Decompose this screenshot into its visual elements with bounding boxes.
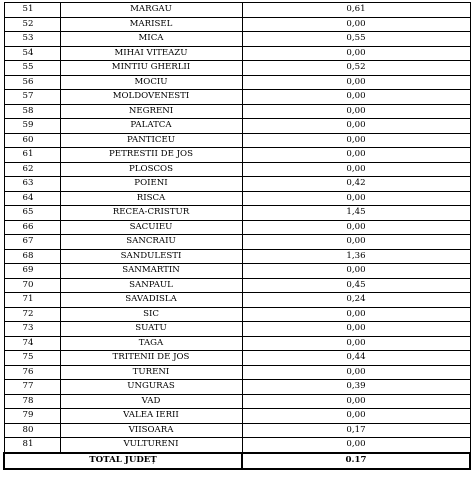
row-value: 0,00: [242, 307, 470, 322]
table-row: [4, 32, 470, 47]
locality-name: VULTURENI: [60, 438, 242, 453]
row-value: 0,00: [242, 438, 470, 453]
table-row: [4, 148, 470, 163]
locality-name: PANTICEU: [60, 133, 242, 148]
table-row: [4, 162, 470, 177]
table-row: [4, 235, 470, 250]
locality-name: PETRESTII DE JOS: [60, 148, 242, 163]
table-body: [4, 3, 470, 453]
row-number: 70: [4, 278, 60, 293]
table-row: [4, 409, 470, 424]
total-row: [4, 453, 470, 469]
row-number: 64: [4, 191, 60, 206]
locality-name: RECEA-CRISTUR: [60, 206, 242, 221]
locality-name: RISCA: [60, 191, 242, 206]
table-row: [4, 61, 470, 76]
row-value: 0,39: [242, 380, 470, 395]
table-row: [4, 438, 470, 453]
table-row: [4, 336, 470, 351]
row-number: 71: [4, 293, 60, 308]
row-value: 0,00: [242, 75, 470, 90]
row-number: 67: [4, 235, 60, 250]
row-number: 57: [4, 90, 60, 105]
table-row: [4, 351, 470, 366]
locality-name: PLOSCOS: [60, 162, 242, 177]
table-row: [4, 394, 470, 409]
locality-name: VAD: [60, 394, 242, 409]
row-number: 81: [4, 438, 60, 453]
locality-name: MARGAU: [60, 3, 242, 18]
row-value: 0,00: [242, 119, 470, 134]
locality-name: UNGURAS: [60, 380, 242, 395]
locality-name: SAVADISLA: [60, 293, 242, 308]
row-value: 0,00: [242, 148, 470, 163]
row-value: 0,24: [242, 293, 470, 308]
row-number: 59: [4, 119, 60, 134]
row-number: 53: [4, 32, 60, 47]
table-row: [4, 119, 470, 134]
row-value: 0,42: [242, 177, 470, 192]
row-number: 66: [4, 220, 60, 235]
row-number: 76: [4, 365, 60, 380]
row-number: 73: [4, 322, 60, 337]
locality-name: PALATCA: [60, 119, 242, 134]
data-table: [3, 2, 471, 470]
locality-name: TRITENII DE JOS: [60, 351, 242, 366]
locality-name: TURENI: [60, 365, 242, 380]
table-row: [4, 220, 470, 235]
table-row: [4, 90, 470, 105]
table-row: [4, 293, 470, 308]
locality-name: POIENI: [60, 177, 242, 192]
data-table-container: [3, 2, 469, 470]
table-row: [4, 380, 470, 395]
row-value: 0,00: [242, 104, 470, 119]
row-number: 80: [4, 423, 60, 438]
table-row: [4, 249, 470, 264]
row-number: 74: [4, 336, 60, 351]
locality-name: SANMARTIN: [60, 264, 242, 279]
locality-name: MOLDOVENESTI: [60, 90, 242, 105]
row-value: 0,00: [242, 162, 470, 177]
row-number: 60: [4, 133, 60, 148]
locality-name: SANCRAIU: [60, 235, 242, 250]
row-value: 0,61: [242, 3, 470, 18]
row-number: 79: [4, 409, 60, 424]
row-number: 63: [4, 177, 60, 192]
table-row: [4, 17, 470, 32]
total-value: 0.17: [242, 453, 470, 469]
locality-name: MIHAI VITEAZU: [60, 46, 242, 61]
locality-name: MICA: [60, 32, 242, 47]
row-number: 61: [4, 148, 60, 163]
table-row: [4, 365, 470, 380]
locality-name: VALEA IERII: [60, 409, 242, 424]
table-row: [4, 104, 470, 119]
row-value: 0,00: [242, 90, 470, 105]
row-value: 0,45: [242, 278, 470, 293]
row-number: 55: [4, 61, 60, 76]
row-number: 68: [4, 249, 60, 264]
row-value: 0,00: [242, 17, 470, 32]
locality-name: MARISEL: [60, 17, 242, 32]
row-number: 75: [4, 351, 60, 366]
total-label: TOTAL JUDEȚ: [4, 453, 242, 469]
locality-name: TAGA: [60, 336, 242, 351]
locality-name: SANDULESTI: [60, 249, 242, 264]
row-value: 1,45: [242, 206, 470, 221]
table-row: [4, 264, 470, 279]
row-value: 0,00: [242, 191, 470, 206]
row-number: 56: [4, 75, 60, 90]
row-value: 0,00: [242, 133, 470, 148]
locality-name: MINTIU GHERLII: [60, 61, 242, 76]
row-number: 58: [4, 104, 60, 119]
row-number: 77: [4, 380, 60, 395]
row-value: 0,00: [242, 46, 470, 61]
row-value: 0,00: [242, 264, 470, 279]
row-number: 54: [4, 46, 60, 61]
row-value: 0,00: [242, 235, 470, 250]
table-row: [4, 46, 470, 61]
row-value: 0,00: [242, 322, 470, 337]
row-value: 0,00: [242, 336, 470, 351]
table-row: [4, 177, 470, 192]
row-number: 62: [4, 162, 60, 177]
table-row: [4, 133, 470, 148]
row-value: 0,00: [242, 409, 470, 424]
row-value: 0,55: [242, 32, 470, 47]
locality-name: SUATU: [60, 322, 242, 337]
row-number: 78: [4, 394, 60, 409]
locality-name: VIISOARA: [60, 423, 242, 438]
row-number: 65: [4, 206, 60, 221]
table-row: [4, 307, 470, 322]
table-row: [4, 423, 470, 438]
row-number: 69: [4, 264, 60, 279]
row-number: 72: [4, 307, 60, 322]
locality-name: SIC: [60, 307, 242, 322]
table-row: [4, 3, 470, 18]
row-number: 51: [4, 3, 60, 18]
table-row: [4, 322, 470, 337]
table-row: [4, 206, 470, 221]
row-value: 0,00: [242, 220, 470, 235]
row-value: 1,36: [242, 249, 470, 264]
row-value: 0,17: [242, 423, 470, 438]
locality-name: SANPAUL: [60, 278, 242, 293]
table-row: [4, 191, 470, 206]
table-row: [4, 75, 470, 90]
locality-name: MOCIU: [60, 75, 242, 90]
locality-name: NEGRENI: [60, 104, 242, 119]
row-value: 0,52: [242, 61, 470, 76]
row-value: 0,00: [242, 365, 470, 380]
locality-name: SACUIEU: [60, 220, 242, 235]
row-value: 0,44: [242, 351, 470, 366]
table-row: [4, 278, 470, 293]
row-number: 52: [4, 17, 60, 32]
row-value: 0,00: [242, 394, 470, 409]
